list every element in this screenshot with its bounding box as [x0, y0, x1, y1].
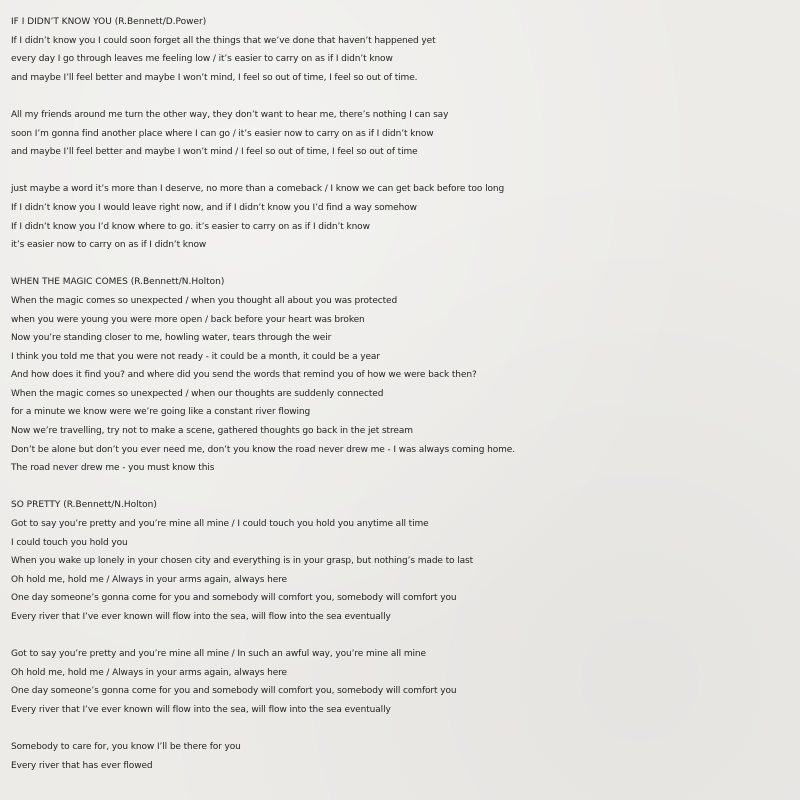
lyric-line: If I didn’t know you I could soon forget all the things that we’ve done that haven’t happened yet	[11, 35, 436, 46]
song-so-pretty	[11, 496, 800, 775]
stanza	[11, 645, 800, 719]
lyric-line: Somebody to care for, you know I’ll be there for you	[11, 742, 241, 753]
song-when-the-magic-comes	[11, 273, 800, 478]
lyric-line: When the magic comes so unexpected / when our thoughts are suddenly connected	[11, 388, 384, 399]
lyric-line: Oh hold me, hold me / Always in your arms again, always here	[11, 574, 287, 585]
song-title: SO PRETTY (R.Bennett/N.Holton)	[11, 500, 157, 511]
song-title: WHEN THE MAGIC COMES (R.Bennett/N.Holton)	[11, 277, 225, 288]
lyric-line: One day someone’s gonna come for you and somebody will comfort you, somebody will comfort you	[11, 593, 457, 604]
lyric-line: it’s easier now to carry on as if I didn’t know	[11, 240, 207, 251]
lyric-line: Oh hold me, hold me / Always in your arms again, always here	[11, 667, 287, 678]
lyric-line: And how does it find you? and where did you send the words that remind you of how we were back then?	[11, 370, 477, 381]
song-title: IF I DIDN’T KNOW YOU (R.Bennett/D.Power)	[11, 17, 207, 27]
stanza	[11, 292, 800, 478]
lyric-line: Don’t be alone but don’t you ever need me, don’t you know the road never drew me - I was always coming home.	[11, 444, 515, 455]
lyric-line: If I didn’t know you I’d know where to go. it’s easier to carry on as if I didn’t know	[11, 221, 370, 232]
lyric-line: Now we’re travelling, try not to make a scene, gathered thoughts go back in the jet stream	[11, 426, 413, 437]
lyric-line: Every river that has ever flowed	[11, 760, 153, 771]
stanza	[11, 515, 800, 627]
lyric-line: soon I’m gonna find another place where I can go / it’s easier now to carry on as if I didn’t know	[11, 128, 434, 139]
lyric-line: just maybe a word it’s more than I deserve, no more than a comeback / I know we can get back before too long	[11, 184, 505, 195]
lyric-line: When the magic comes so unexpected / when you thought all about you was protected	[11, 295, 398, 306]
lyric-line: Got to say you’re pretty and you’re mine all mine / In such an awful way, you’re mine all mine	[11, 649, 426, 660]
lyric-line: every day I go through leaves me feeling low / it’s easier to carry on as if I didn’t know	[11, 54, 393, 65]
stanza	[11, 180, 800, 254]
lyric-line: When you wake up lonely in your chosen city and everything is in your grasp, but nothing’s made to last	[11, 556, 474, 567]
lyric-line: and maybe I’ll feel better and maybe I won’t mind / I feel so out of time, I feel so out of time	[11, 147, 418, 158]
lyric-line: The road never drew me - you must know this	[11, 463, 215, 474]
lyric-line: and maybe I’ll feel better and maybe I won’t mind, I feel so out of time, I feel so out of time.	[11, 72, 418, 83]
stanza	[11, 738, 800, 775]
lyric-line: when you were young you were more open / back before your heart was broken	[11, 314, 365, 325]
lyric-line: I think you told me that you were not ready - it could be a month, it could be a year	[11, 351, 380, 362]
lyric-line: Every river that I’ve ever known will flow into the sea, will flow into the sea eventually	[11, 704, 391, 715]
lyric-line: Got to say you’re pretty and you’re mine all mine / I could touch you hold you anytime all time	[11, 519, 429, 530]
lyric-line: All my friends around me turn the other way, they don’t want to hear me, there’s nothing I can say	[11, 109, 449, 120]
song-if-i-didnt-know-you	[11, 13, 800, 255]
stanza	[11, 32, 800, 88]
lyric-line: One day someone’s gonna come for you and somebody will comfort you, somebody will comfort you	[11, 686, 457, 697]
lyric-line: Now you’re standing closer to me, howling water, tears through the weir	[11, 333, 332, 344]
lyric-line: I could touch you hold you	[11, 537, 128, 548]
lyric-line: for a minute we know were we’re going like a constant river flowing	[11, 407, 311, 418]
stanza	[11, 106, 800, 162]
lyric-line: If I didn’t know you I would leave right now, and if I didn’t know you I’d find a way somehow	[11, 202, 417, 213]
lyric-line: Every river that I’ve ever known will flow into the sea, will flow into the sea eventually	[11, 612, 391, 622]
